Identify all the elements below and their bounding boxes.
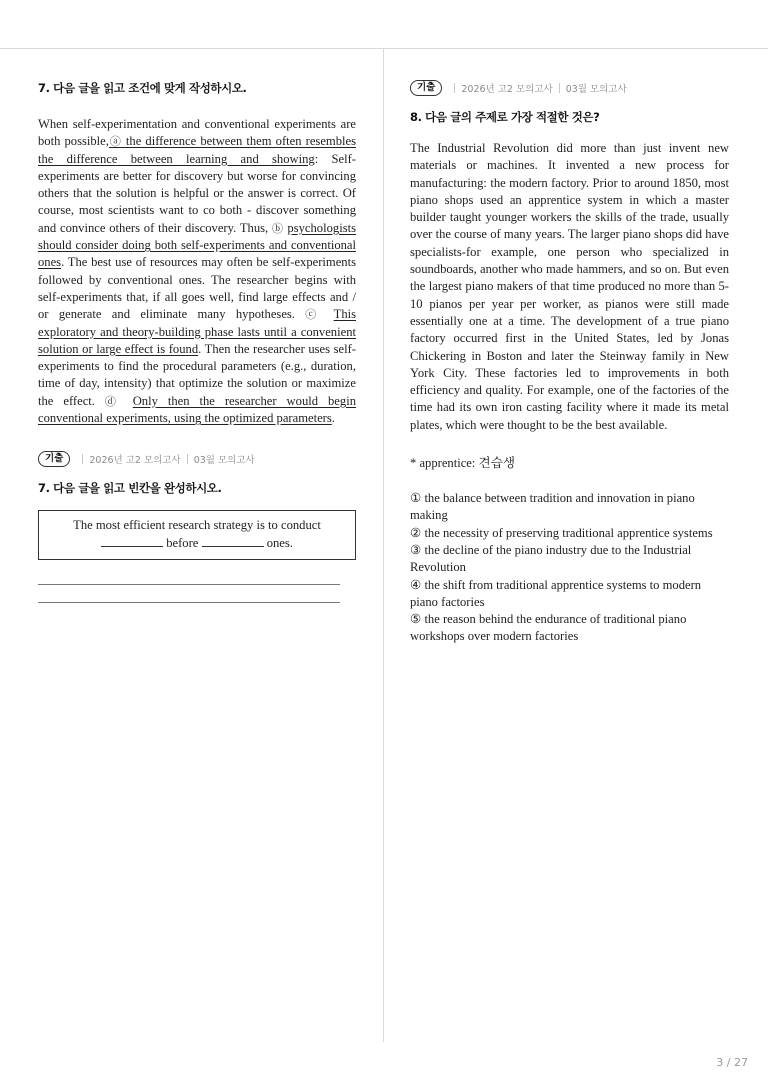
tag-separator bbox=[187, 454, 188, 464]
choice-4[interactable]: ④ the shift from traditional apprentice systems to modern piano factories bbox=[410, 577, 702, 609]
header-rule bbox=[0, 48, 768, 49]
choice-2[interactable]: ② the necessity of preserving traditional apprentice systems bbox=[410, 525, 713, 540]
mark-a: ⓐ bbox=[108, 135, 122, 149]
tag-separator bbox=[559, 83, 560, 93]
question-7a-title: 7. 다음 글을 읽고 조건에 맞게 작성하시오. bbox=[38, 81, 247, 95]
answer-line-2[interactable] bbox=[38, 602, 340, 603]
underline-d: Only then the researcher would begin conventional experiments, using the optimized parameters bbox=[38, 393, 356, 426]
question-8-title: 8. 다음 글의 주제로 가장 적절한 것은? bbox=[410, 110, 600, 124]
source-tag-right bbox=[410, 80, 729, 96]
tag-separator bbox=[454, 83, 455, 93]
choice-5[interactable]: ⑤ the reason behind the endurance of traditional piano workshops over modern factories bbox=[410, 612, 687, 644]
source-year: 2026년 고2 모의고사 bbox=[461, 84, 553, 95]
answer-choices bbox=[410, 490, 729, 646]
mark-c: ⓒ bbox=[305, 308, 324, 322]
source-tag-left bbox=[38, 451, 356, 467]
question-7b-title: 7. 다음 글을 읽고 빈칸을 완성하시오. bbox=[38, 481, 222, 496]
source-tag-label: 기출 bbox=[38, 451, 70, 467]
fill-in-blank-box bbox=[38, 510, 356, 560]
page-number: 3 / 27 bbox=[716, 1056, 748, 1069]
question-8-passage: The Industrial Revolution did more than just invent new materials or machines. It invented a new process for manufacturing: the modern factory. Prior to around 1850, most piano shops used an apprentice system in which a master builder taught younger workers the skills of the trade, usually over the course of many years. The larger piano shops did have specialists-for example, one person who specialized in soundboards, another who made hammers, and so on. But even the largest piano makers of that time produced no more than 5-10 pianos per year per worker, as pianos were still made essentially one at a time. The development of a true piano factory occurred first in the United States, led by Jonas Chickering in Boston and later the Steinway family in New York City. These factories led to improvements in both efficiency and quality. For example, one of the factories of the time had its own iron casting facility where it made its metal plates, which were thought to be the best available. bbox=[410, 141, 729, 432]
question-7a-passage: When self-experimentation and conventional experiments are both possible,ⓐ the difference between them often resembles the difference between learning and showing: Self-experiments are better for discovery but worse for convincing others that the solution is helpful or the answer is correct. Of course, most scientists want to co both - discover something and convince others of their discovery. Thus, ⓑ psychologists should consider doing both self-experiments and conventional ones. The best use of resources may often be self-experiments followed by conventional ones. The researcher begins with self-experiments that, if all goes well, find large effects and / or generate and eliminate many hypotheses. ⓒ This exploratory and theory-building phase lasts until a convenient solution or large effect is found. Then the researcher uses self-experiments to find the procedural parameters (e.g., duration, time of day, intensity) that optimize the solution or maximize the effect. ⓓ Only then the researcher would begin conventional experiments, using the optimized parameters. bbox=[38, 117, 357, 426]
source-month: 03월 모의고사 bbox=[193, 455, 255, 467]
underline-b: psychologists should consider doing both self-experiments and conventional ones bbox=[38, 220, 356, 270]
blank-2[interactable] bbox=[202, 534, 264, 547]
underline-c: This exploratory and theory-building phase lasts until a convenient solution or large effect is found bbox=[38, 307, 357, 356]
source-tag-label: 기출 bbox=[410, 80, 442, 96]
answer-line-1[interactable] bbox=[38, 584, 340, 585]
choice-1[interactable]: ① the balance between tradition and innovation in piano making bbox=[410, 491, 695, 523]
left-column bbox=[38, 80, 356, 603]
blank-1[interactable] bbox=[101, 534, 163, 547]
right-column bbox=[410, 80, 729, 646]
vocab-note: * apprentice: 견습생 bbox=[410, 456, 516, 471]
mark-d: ⓓ bbox=[104, 394, 123, 408]
underline-a: ⓐ the difference between them often resembles the difference between learning and showing bbox=[38, 134, 356, 166]
choice-3[interactable]: ③ the decline of the piano industry due to the Industrial Revolution bbox=[410, 542, 692, 575]
tag-separator bbox=[82, 454, 83, 464]
blank-sentence-line1: The most efficient research strategy is to conduct bbox=[73, 518, 321, 533]
column-divider bbox=[383, 49, 384, 1042]
mark-b: ⓑ bbox=[271, 221, 284, 235]
blank-sentence-line2: before ones. bbox=[49, 534, 345, 552]
source-year: 2026년 고2 모의고사 bbox=[89, 455, 181, 467]
source-month: 03월 모의고사 bbox=[565, 84, 627, 95]
